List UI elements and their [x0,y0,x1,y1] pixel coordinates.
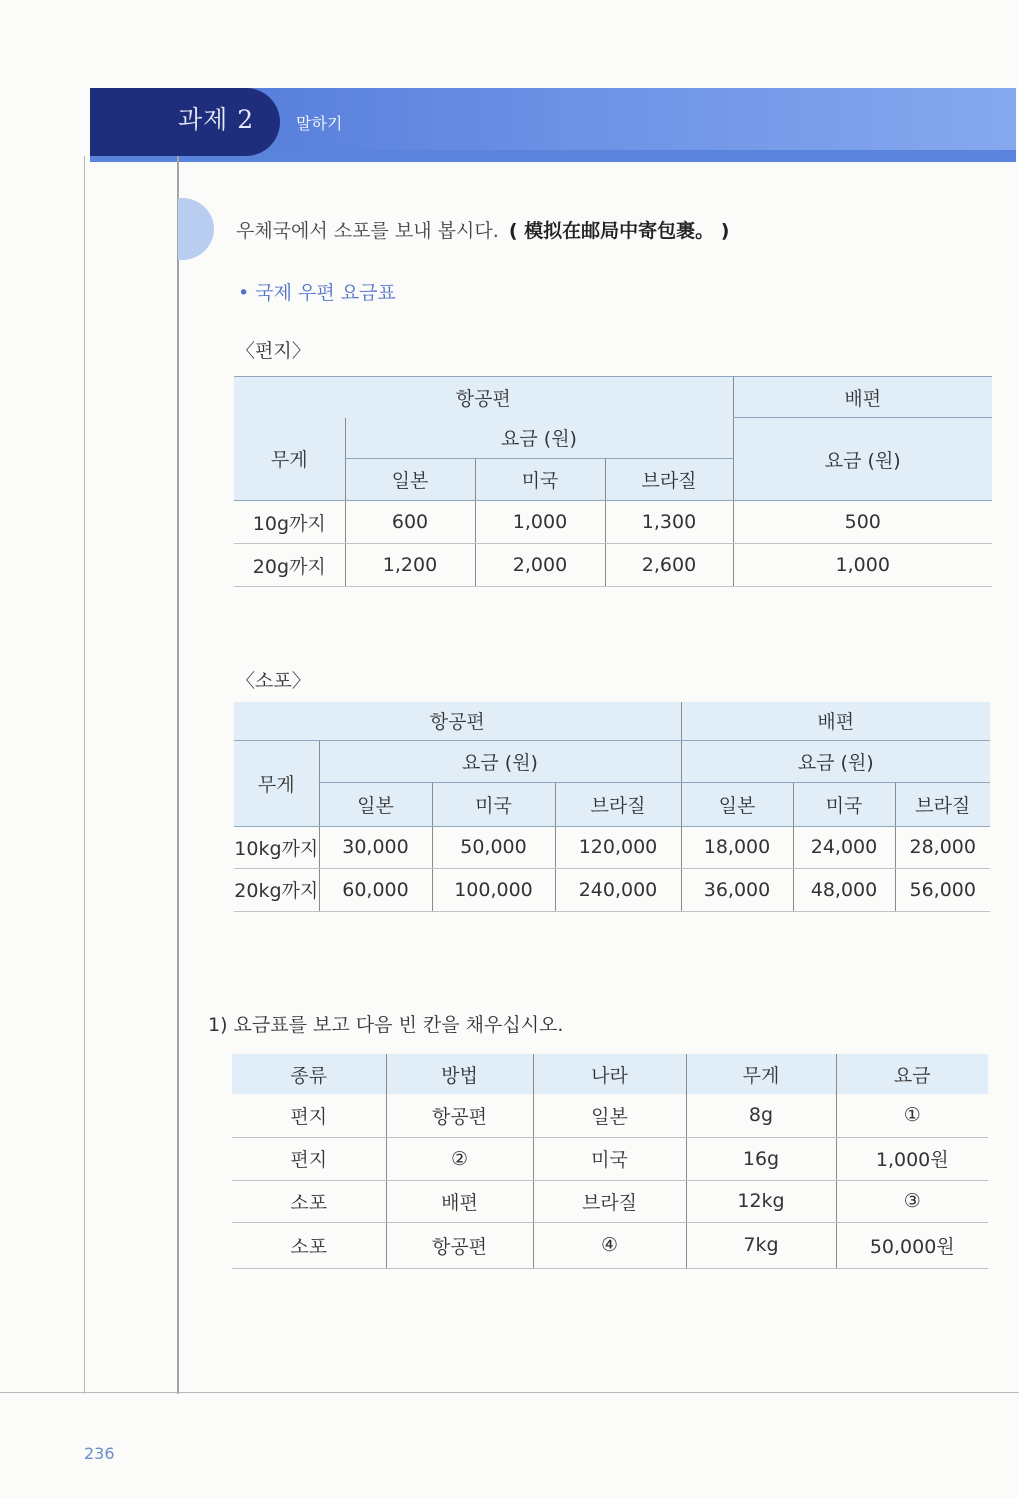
country-cell: 브라질 [533,1180,686,1222]
parcel-fee-table [234,702,990,912]
country-header: 브라질 [605,459,733,501]
air-fee-header: 요금 (원) [319,740,681,782]
country-header: 일본 [319,782,432,826]
margin-line [84,156,85,1394]
exercise-header-row [232,1054,988,1094]
fee-cell: 500 [733,501,992,544]
country-cell: ④ [533,1222,686,1268]
decorative-circle [150,198,214,260]
fee-cell: 2,600 [605,544,733,587]
fee-cell: ③ [836,1180,988,1222]
table-row [232,1180,988,1222]
country-header: 미국 [793,782,895,826]
country-header: 브라질 [555,782,681,826]
fee-cell: 60,000 [319,868,432,911]
fee-cell: 1,200 [345,544,475,587]
method-cell: ② [386,1137,533,1180]
weight-cell: 8g [686,1094,836,1137]
intro-korean: 우체국에서 소포를 보내 봅시다. [236,220,499,242]
country-header: 미국 [432,782,555,826]
section-title: • 국제 우편 요금표 [238,282,396,304]
column-header: 나라 [533,1054,686,1094]
letter-caption: 〈편지〉 [236,340,311,362]
fee-cell: 50,000 [432,826,555,868]
method-cell: 항공편 [386,1222,533,1268]
fee-cell: 50,000원 [836,1222,988,1268]
letter-fee-table [234,376,992,587]
type-cell: 편지 [232,1094,386,1137]
weight-cell: 12kg [686,1180,836,1222]
method-cell: 항공편 [386,1094,533,1137]
fee-cell: 18,000 [681,826,793,868]
method-cell: 배편 [386,1180,533,1222]
footer-divider [0,1392,1019,1393]
country-cell: 미국 [533,1137,686,1180]
country-cell: 일본 [533,1094,686,1137]
fee-cell: 2,000 [475,544,605,587]
air-header: 항공편 [234,702,681,740]
parcel-caption: 〈소포〉 [236,670,311,692]
intro-chinese: ( 模拟在邮局中寄包裹。 ) [508,220,730,242]
air-fee-header: 요금 (원) [345,418,733,459]
fee-cell: 1,000 [475,501,605,544]
weight-header: 무게 [234,740,319,826]
table-row [234,826,990,868]
intro-text [236,216,729,243]
page-number: 236 [84,1444,115,1463]
country-header: 일본 [681,782,793,826]
column-header: 종류 [232,1054,386,1094]
weight-cell: 20g까지 [234,544,345,587]
table-row [232,1137,988,1180]
weight-cell: 10kg까지 [234,826,319,868]
fee-cell: 28,000 [895,826,990,868]
fee-cell: 30,000 [319,826,432,868]
column-header: 무게 [686,1054,836,1094]
table-row [234,544,992,587]
sea-header: 배편 [733,377,992,418]
type-cell: 소포 [232,1180,386,1222]
weight-cell: 10g까지 [234,501,345,544]
question-text: 1) 요금표를 보고 다음 빈 칸을 채우십시오. [208,1014,564,1036]
sea-fee-header: 요금 (원) [733,418,992,501]
margin-line [177,156,179,1394]
fee-cell: 24,000 [793,826,895,868]
sea-fee-header: 요금 (원) [681,740,990,782]
table-row [232,1222,988,1268]
air-header: 항공편 [234,377,733,418]
weight-cell: 20kg까지 [234,868,319,911]
fee-cell: 600 [345,501,475,544]
type-cell: 편지 [232,1137,386,1180]
weight-header: 무게 [234,418,345,501]
weight-cell: 16g [686,1137,836,1180]
fee-cell: 100,000 [432,868,555,911]
fee-cell: 36,000 [681,868,793,911]
type-cell: 소포 [232,1222,386,1268]
country-header: 일본 [345,459,475,501]
fee-cell: 1,000원 [836,1137,988,1180]
task-label: 과제 2 [178,105,255,134]
sea-header: 배편 [681,702,990,740]
fee-cell: 1,300 [605,501,733,544]
weight-cell: 7kg [686,1222,836,1268]
task-subtitle: 말하기 [296,114,343,133]
exercise-table [232,1054,988,1269]
fee-cell: ① [836,1094,988,1137]
fee-cell: 240,000 [555,868,681,911]
fee-cell: 48,000 [793,868,895,911]
table-row [232,1094,988,1137]
fee-cell: 120,000 [555,826,681,868]
country-header: 미국 [475,459,605,501]
column-header: 방법 [386,1054,533,1094]
table-row [234,501,992,544]
fee-cell: 1,000 [733,544,992,587]
table-row [234,868,990,911]
fee-cell: 56,000 [895,868,990,911]
country-header: 브라질 [895,782,990,826]
column-header: 요금 [836,1054,988,1094]
